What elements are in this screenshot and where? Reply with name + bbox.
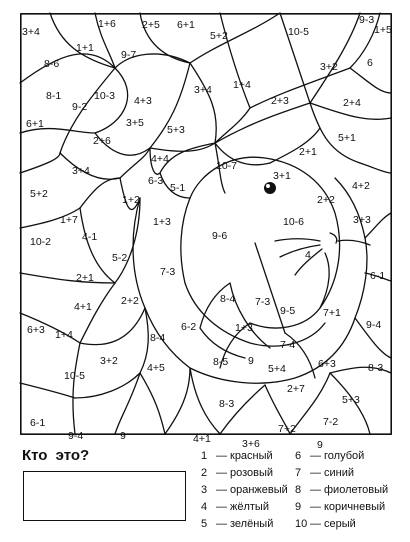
cell-label: 6+1 (177, 19, 195, 31)
cell-label: 5+3 (167, 124, 185, 136)
cell-label: 9 (248, 355, 254, 367)
cell-label: 2+4 (343, 97, 361, 109)
cell-label: 3+4 (72, 165, 90, 177)
cell-label: 6-2 (181, 321, 197, 333)
cell-label: 4+2 (352, 180, 370, 192)
cell-label: 3+6 (242, 438, 260, 450)
coloring-lines (20, 13, 392, 451)
cell-label: 3+1 (273, 170, 291, 182)
legend-row: 1 — красный (201, 450, 273, 462)
cell-label: 9 (120, 430, 126, 442)
cell-label: 8-5 (213, 356, 229, 368)
cell-label: 8-1 (46, 90, 62, 102)
cell-label: 5-2 (112, 252, 128, 264)
cell-label: 5+3 (342, 394, 360, 406)
cell-label: 10-3 (94, 90, 116, 102)
cell-label: 5+4 (268, 363, 286, 375)
cell-label: 10-7 (216, 160, 238, 172)
cell-label: 3+3 (353, 214, 371, 226)
cell-label: 3+5 (126, 117, 144, 129)
cell-label: 1+3 (153, 216, 171, 228)
cell-label: 2+3 (271, 95, 289, 107)
cell-label: 4+1 (74, 301, 92, 313)
cell-label: 3+2 (320, 61, 338, 73)
cell-label: 6+1 (26, 118, 44, 130)
cell-label: 2+1 (299, 146, 317, 158)
cell-label: 7+2 (278, 423, 296, 435)
cell-label: 8-3 (368, 362, 384, 374)
legend-right (295, 448, 388, 533)
cell-label: 5+2 (30, 188, 48, 200)
cell-label: 2+6 (93, 135, 111, 147)
cell-label: 8-4 (150, 332, 166, 344)
legend-row: 5 — зелёный (201, 518, 274, 530)
cell-label: 10-6 (283, 216, 305, 228)
cell-label: 1+5 (374, 24, 392, 36)
cell-label: 9-4 (366, 319, 382, 331)
cell-label: 2+5 (142, 19, 160, 31)
legend-row: 8 — фиолетовый (295, 484, 389, 496)
cell-label: 5-1 (170, 182, 186, 194)
legend-row: 2 — розовый (201, 467, 274, 479)
cell-label: 9-4 (68, 430, 84, 442)
cell-label: 4+5 (147, 362, 165, 374)
cell-label: 10-5 (288, 26, 310, 38)
cell-label: 8-3 (219, 398, 235, 410)
cell-label: 9-2 (72, 101, 88, 113)
cell-label: 8-6 (44, 58, 60, 70)
cell-label: 6-1 (30, 417, 46, 429)
legend-left (201, 448, 288, 533)
cell-label: 1+2 (122, 194, 140, 206)
cell-label: 9-3 (359, 14, 375, 26)
cell-label: 6+3 (27, 324, 45, 336)
legend-row: 6 — голубой (295, 450, 365, 462)
cell-label: 10-5 (64, 370, 86, 382)
cell-label: 2+2 (121, 295, 139, 307)
cell-label: 7+1 (323, 307, 341, 319)
answer-box[interactable] (23, 471, 186, 521)
cell-label: 2+7 (287, 383, 305, 395)
cell-label: 6-3 (148, 175, 164, 187)
coloring-picture (20, 13, 392, 451)
cell-label: 7-3 (255, 296, 271, 308)
cell-label: 7-3 (160, 266, 176, 278)
cell-label: 1+7 (60, 214, 78, 226)
cell-label: 10-2 (30, 236, 52, 248)
cell-label: 9 (317, 439, 323, 451)
cell-label: 1+4 (55, 329, 73, 341)
cell-label: 3+4 (194, 84, 212, 96)
cell-label: 9-6 (212, 230, 228, 242)
cell-label: 3+4 (22, 26, 40, 38)
cell-label: 9-5 (280, 305, 296, 317)
cell-label: 8-4 (220, 293, 236, 305)
cell-label: 6-1 (370, 270, 386, 282)
legend-row: 10 — серый (295, 518, 356, 530)
cell-label: 5+2 (210, 30, 228, 42)
legend-row: 9 — коричневый (295, 501, 386, 513)
cell-label: 1+3 (235, 322, 253, 334)
cell-label: 4 (305, 249, 311, 261)
cell-label: 7-2 (323, 416, 339, 428)
cell-label: 4-1 (82, 231, 98, 243)
cell-label: 4+3 (134, 95, 152, 107)
cell-label: 5+1 (338, 132, 356, 144)
legend-row: 3 — оранжевый (201, 484, 288, 496)
cell-label: 1+1 (76, 42, 94, 54)
cell-label: 1+4 (233, 79, 251, 91)
cell-label: 7-4 (280, 339, 296, 351)
question-title: Кто это? (22, 447, 90, 464)
cell-label: 2+2 (317, 194, 335, 206)
legend-row: 4 — жёлтый (201, 501, 269, 513)
cell-label: 6+3 (318, 358, 336, 370)
cell-label: 4+4 (151, 153, 169, 165)
cell-label: 6 (367, 57, 373, 69)
cell-label: 9-7 (121, 49, 137, 61)
cell-label: 1+6 (98, 18, 116, 30)
cell-label: 3+2 (100, 355, 118, 367)
rabbit-eye-icon (264, 182, 276, 194)
cell-label: 4+1 (193, 433, 211, 445)
legend-row: 7 — синий (295, 467, 355, 479)
cell-labels (22, 14, 392, 451)
cell-label: 2+1 (76, 272, 94, 284)
